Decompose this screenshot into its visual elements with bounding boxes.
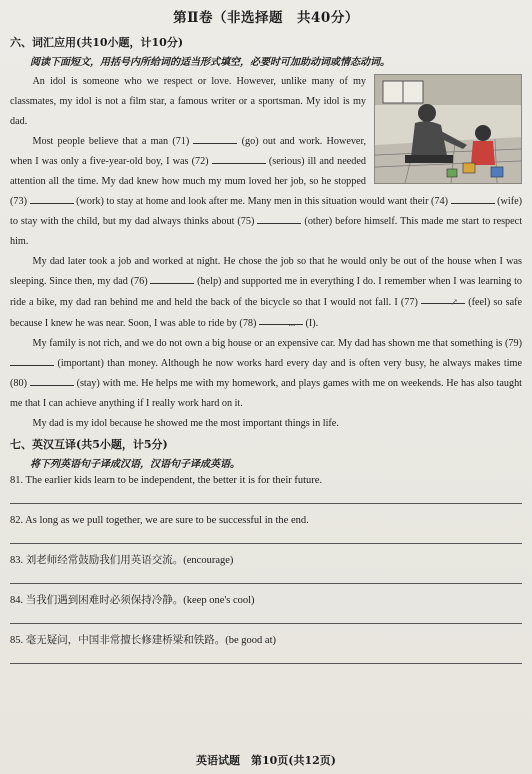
answer-line-82[interactable] [10,531,522,544]
question-text: 83. 刘老师经常鼓励我们用英语交流。(encourage) [10,555,234,566]
text-segment: (important) than money. Although he now works hard every day and is often very busy, he always makes time (80) [10,358,522,389]
blank-79[interactable] [10,354,54,366]
passage-illustration [374,74,522,184]
blank-77[interactable]: ↗ [421,292,465,304]
blank-75[interactable] [257,212,301,224]
blank-74[interactable] [451,192,495,204]
text-segment: (work) to stay at home and look after me. Many men in this situation would want their (74) [76,196,449,207]
question-text: 82. As long as we pull together, we are sure to be successful in the end. [10,515,309,526]
answer-line-84[interactable] [10,611,522,624]
section7-heading: 七、英汉互译(共5小题，计5分) [10,438,168,451]
father-child-drawing [375,75,521,183]
blank-76[interactable] [150,272,194,284]
translation-question-83 [10,554,522,584]
blank-80[interactable] [30,374,74,386]
page-footer: 英语试题 第10页(共12页) [195,754,337,767]
blank-78[interactable]: ... [259,313,303,325]
section7-instruction: 将下列英语句子译成汉语，汉语句子译成英语。 [30,459,240,470]
passage-paragraph-5: My dad is my idol because he showed me the most important things in life. [32,418,339,429]
answer-line-83[interactable] [10,571,522,584]
text-segment: (wife) to stay with the child, but my dad always thinks about (75) [10,196,523,227]
question-text: 84. 当我们遇到困难时必须保持冷静。(keep one's cool) [10,595,255,606]
question-text: 81. The earlier kids learn to be independent, the better it is for their future. [10,475,323,486]
text-segment: My dad later took a job and worked at night. He chose the job so that he would only be out of the house when I was sleeping. Since then, my dad (76) [10,256,522,287]
passage-paragraph-1: An idol is someone who we respect or love. However, unlike many of my classmates, my idol is not a film star, a famous writer or a sportsman. My idol is my dad. [10,76,366,127]
passage-paragraph-4 [10,334,522,414]
section6-instruction: 阅读下面短文，用括号内所给词的适当形式填空，必要时可加助动词或情态动词。 [30,57,390,68]
section6-heading: 六、词汇应用(共10小题，计10分) [10,36,184,49]
answer-line-85[interactable] [10,651,522,664]
blank-73[interactable] [30,192,74,204]
text-segment: (I). [305,318,319,329]
blank-71[interactable] [193,132,237,144]
question-text: 85. 毫无疑问，中国非常擅长修建桥梁和铁路。(be good at) [10,635,276,646]
text-segment: (stay) with me. He helps me with my homework, and plays games with me on weekends. He has also taught me that I can achieve anything if I really work hard on it. [10,378,522,409]
translation-question-84 [10,594,522,624]
text-segment: Most people believe that a man (71) [32,136,190,147]
text-segment: (serious) ill and needed attention all the time. My dad knew how much my mum loved her job, so he stopped (73) [10,156,367,207]
translation-question-85 [10,634,522,664]
passage-paragraph-3 [10,252,522,334]
translation-question-81 [10,474,522,504]
text-segment: My family is not rich, and we do not own a big house or an expensive car. My dad has shown me that something is (79) [32,338,522,349]
answer-line-81[interactable] [10,491,522,504]
translation-question-82 [10,514,522,544]
text-segment: (go) out and work. However, when I was only a five-year-old boy, I was (72) [10,136,366,167]
blank-72[interactable] [212,152,266,164]
text-segment: (other) before himself. This made me start to respect him. [10,216,523,247]
page-title: 第Ⅱ卷（非选择题 共40分） [173,10,359,26]
text-segment: (help) and supported me in everything I do. I remember when I was learning to ride a bike, my dad ran behind me and held the back of the bicycle so that I would not fall. I (77) [10,276,523,308]
text-segment: (feel) so safe because I knew he was near. Soon, I was able to ride by (78) [10,297,523,329]
